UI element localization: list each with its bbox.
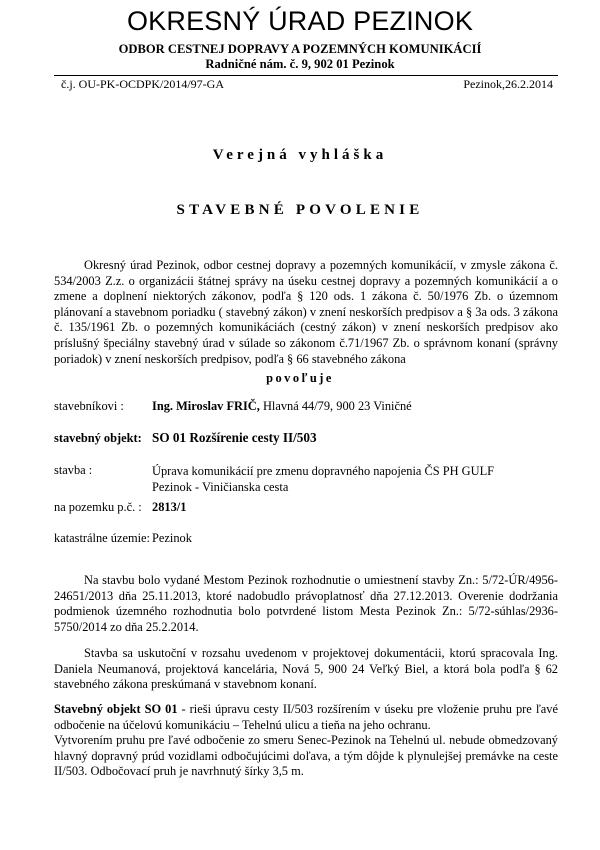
intro-text: Okresný úrad Pezinok, odbor cestnej dopravy a pozemných komunikácií, v zmysle zákona č. 534/2003 Z.z. o organizácii štátnej správy na úseku cestnej dopravy a pozemných komunikácií a o zmene a doplnení niektorých zákonov, podľa § 120 ods. 1 zákona č. 50/1976 Zb. o územnom plánovaní a stavebnom poriadku ( stavebný zákon) v znení neskorších predpisov a § 3a ods. 3 zákona č. 135/1961 Zb. o pozemných komunikáciách (cestný zákon) v znení neskorších predpisov ako príslušný špeciálny stavebný úrad v súlade so zákonom č.71/1967 Zb. o správnom konaní (správny poriadok) v znení neskorších predpisov, podľa § 66 stavebného zákona <box>54 258 558 366</box>
construction-line-2: Pezinok - Viničianska cesta <box>152 480 289 494</box>
cadastre-value: Pezinok <box>152 531 192 545</box>
paragraph-2-text: Na stavbu bolo vydané Mestom Pezinok rozhodnutie o umiestnení stavby Zn.: 5/72-ÚR/4956-24651/2013 dňa 25.11.2013, ktoré nadobudlo právoplatnosť dňa 27.12.2013. Overenie dodržania podmienok územného rozhodnutia bolo potvrdené listom Mesta Pezinok Zn.: 5/72-súhlas/2936-5750/2014 zo dňa 25.2.2014. <box>54 573 558 634</box>
office-title: OKRESNÝ ÚRAD PEZINOK <box>126 6 474 36</box>
paragraph-3-text: Stavba sa uskutoční v rozsahu uvedenom v projektovej dokumentácii, ktorú spracovala Ing. Daniela Neumanová, projektová kancelária, Nová 5, 900 24 Veľký Biel, a ktorá bola podľa § 62 stavebného zákona preskúmaná v stavebnom konaní. <box>54 646 558 692</box>
intro-paragraph <box>54 258 558 367</box>
office-address: Radničné nám. č. 9, 902 01 Pezinok <box>205 57 395 71</box>
paragraph-3 <box>54 646 558 693</box>
decision-word: povoľuje <box>266 371 334 385</box>
builder-address: Hlavná 44/79, 900 23 Viničné <box>259 399 412 413</box>
builder-value <box>152 398 412 414</box>
department-name: ODBOR CESTNEJ DOPRAVY A POZEMNÝCH KOMUNIKÁCIÍ <box>118 42 482 56</box>
construction-value <box>152 463 494 495</box>
reference-number: č.j. OU-PK-OCDPK/2014/97-GA <box>61 77 224 91</box>
paragraph-4-lead: Stavebný objekt SO 01 <box>54 702 178 716</box>
document-title: STAVEBNÉ POVOLENIE <box>176 202 424 218</box>
paragraph-2 <box>54 573 558 635</box>
notice-heading: Verejná vyhláška <box>212 147 388 163</box>
construction-label: stavba : <box>54 463 93 477</box>
builder-name: Ing. Miroslav FRIČ, <box>152 399 260 413</box>
paragraph-4-text: - rieši úpravu cesty II/503 rozšírením v úseku pre vloženie pruhu pre ľavé odbočenie na účelovú komunikáciu – Tehelnú ulicu a tieňa na jeho ochranu. <box>54 702 559 732</box>
builder-label: stavebníkovi : <box>54 399 124 413</box>
object-label: stavebný objekt: <box>54 431 142 445</box>
construction-line-1: Úprava komunikácií pre zmenu dopravného napojenia ČS PH GULF <box>152 464 495 478</box>
place-date: Pezinok,26.2.2014 <box>463 77 553 91</box>
cadastre-label: katastrálne územie: <box>54 531 150 545</box>
parcel-label: na pozemku p.č. : <box>54 500 142 514</box>
object-value: SO 01 Rozšírenie cesty II/503 <box>152 430 317 445</box>
header-divider <box>54 75 558 76</box>
parcel-value: 2813/1 <box>152 500 187 514</box>
paragraph-4-text-2: Vytvorením pruhu pre ľavé odbočenie zo smeru Senec-Pezinok na Tehelnú ul. nebude obmedzovaný hlavný dopravný prúd vozidlami odbočujúcimi doľava, a tým dôjde k plynulejšej premávke na ceste II/503. Odbočovací pruh je navrhnutý šírky 3,5 m. <box>54 733 558 779</box>
paragraph-4 <box>54 702 558 780</box>
